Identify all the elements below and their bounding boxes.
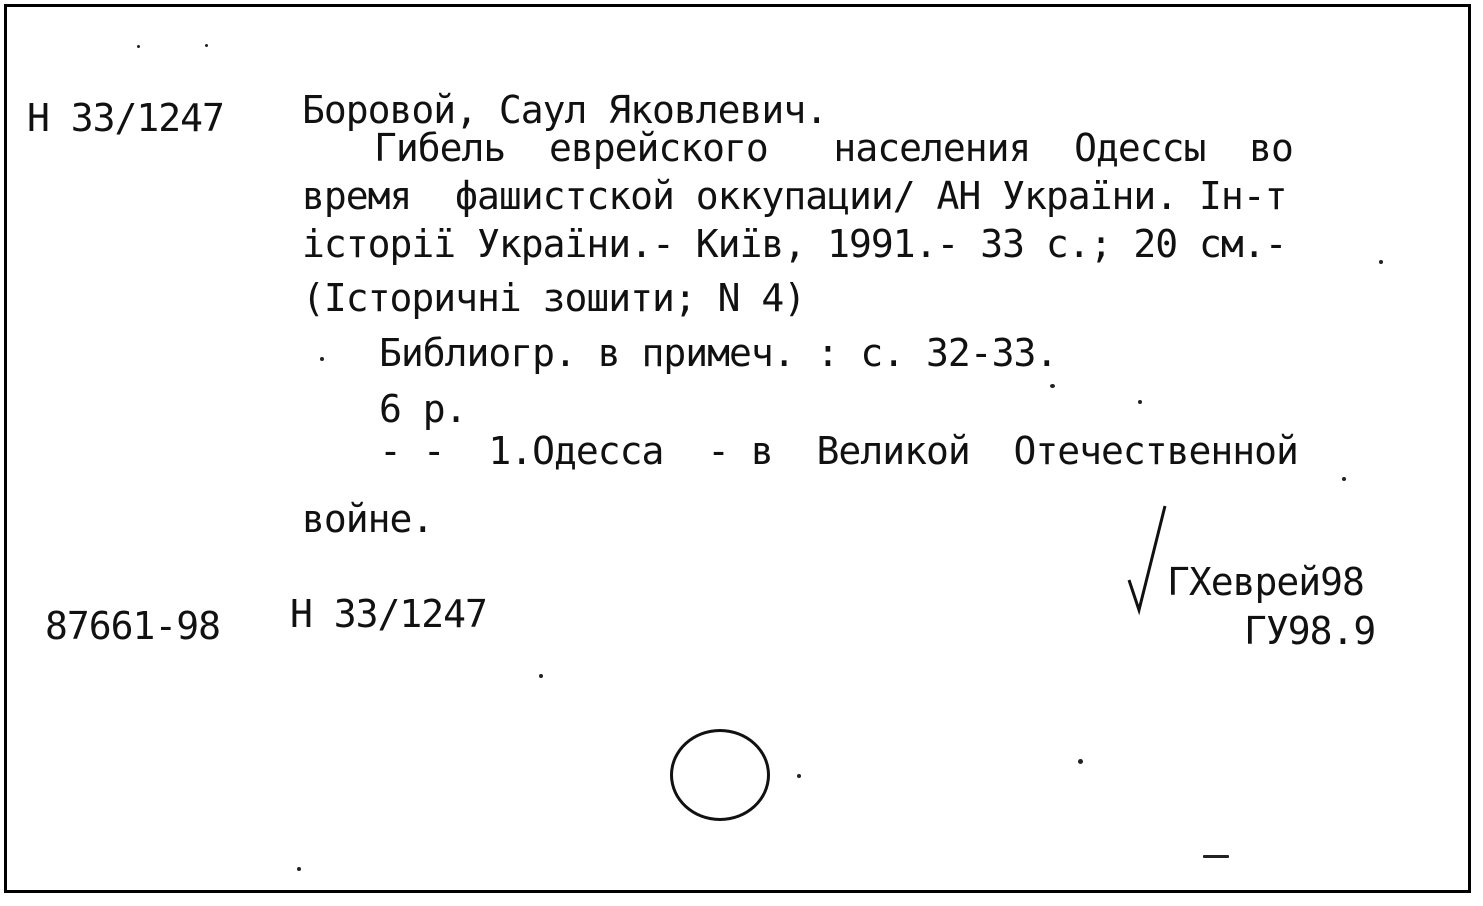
speck: [320, 357, 324, 361]
speck: [1050, 384, 1055, 388]
title-line-3: історії України.- Київ, 1991.- 33 с.; 20 см.-: [302, 222, 1287, 266]
author-heading: Боровой, Саул Яковлевич.: [302, 88, 828, 132]
speck: [539, 674, 543, 678]
classification-code-1: ГХеврей98: [1167, 560, 1364, 604]
subject-heading: - - 1.Одесса - в Великой Отечественной: [379, 429, 1298, 473]
classification-code-2: ГУ98.9: [1244, 609, 1376, 653]
bibliography-note: Библиогр. в примеч. : с. 32-33.: [379, 331, 1058, 375]
title-line-1: Гибель еврейского населения Одессы во: [374, 126, 1293, 170]
speck: [1203, 855, 1229, 858]
punch-hole-icon: [670, 729, 770, 821]
speck: [797, 774, 801, 778]
speck: [1138, 400, 1142, 404]
title-line-2: время фашистской оккупации/ АН України. Ін-т: [302, 174, 1287, 218]
speck: [205, 44, 208, 47]
speck: [1342, 477, 1346, 481]
speck: [297, 867, 301, 871]
subject-heading-continued: войне.: [302, 497, 434, 541]
speck: [1379, 260, 1383, 264]
series-line: (Історичні зошити; N 4): [302, 276, 806, 320]
speck: [1078, 759, 1083, 764]
price: 6 р.: [379, 387, 467, 431]
accession-number: 87661-98: [45, 604, 221, 648]
speck: [137, 45, 140, 48]
call-number: Н 33/1247: [27, 96, 224, 140]
catalog-card: [4, 4, 1471, 893]
call-number-bottom: Н 33/1247: [290, 592, 487, 636]
